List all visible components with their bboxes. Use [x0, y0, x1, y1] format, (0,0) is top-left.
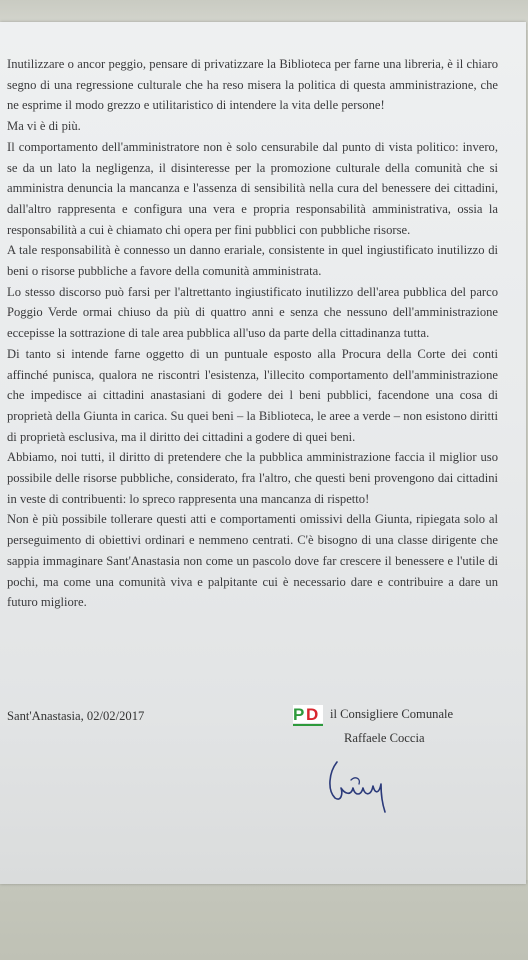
svg-text:D: D: [306, 705, 319, 724]
paragraph-6: Di tanto si intende farne oggetto di un puntuale esposto alla Procura della Corte dei conti affinché punisca, qualora ne riscontri l'esistenza, l'illecito comportamento dell'amministrazione che impedisce ai cittadini anastasiani di godere dei l beni pubblici, facendone una cosa di proprietà della Giunta in carica. Su quei beni – la Biblioteca, le aree a verde – non esistono diritti di proprietà esclusiva, ma il diritto dei cittadini a godere di quei beni.: [7, 346, 498, 444]
place-date: Sant'Anastasia, 02/02/2017: [7, 709, 145, 723]
pd-logo-icon: [293, 705, 323, 727]
signer-name: Raffaele Coccia: [344, 731, 425, 745]
paragraph-8: Non è più possibile tollerare questi atti e comportamenti omissivi della Giunta, ripiegata solo al perseguimento di obiettivi ordinari e nemmeno centrati. C'è bisogno di una classe dirigente che sappia immaginare Sant'Anastasia non come un pascolo dove far crescere il benessere e l'utile di pochi, ma come una comunità viva e palpitante cui è necessario dare e contribuire a dare un futuro migliore.: [7, 512, 498, 610]
paragraph-7: Abbiamo, noi tutti, il diritto di pretendere che la pubblica amministrazione faccia il miglior uso possibile delle risorse pubbliche, considerato, fra l'altro, che questi beni provengono dai cittadini in veste di contribuenti: lo spreco rappresenta una mancanza di rispetto!: [7, 450, 498, 506]
svg-text:P: P: [293, 705, 305, 724]
paragraph-5: Lo stesso discorso può farsi per l'altrettanto ingiustificato inutilizzo dell'area pubblica del parco Poggio Verde ormai chiuso da più di quattro anni e senza che nessuno dell'amministrazione eccepisse la sottrazione di tale area pubblica all'uso da parte della cittadinanza tutta.: [7, 284, 498, 341]
paragraph-4: A tale responsabilità è connesso un danno erariale, consistente in quel ingiustificato inutilizzo di beni o risorse pubbliche a favore della comunità amministrata.: [7, 243, 498, 279]
paragraph-2: Ma vi è di più.: [7, 119, 81, 134]
handwritten-signature-icon: [325, 750, 395, 820]
paragraph-3: Il comportamento dell'amministratore non è solo censurabile dal punto di vista politico: invero, se da un lato la negligenza, il disinteresse per la promozione culturale della comunità che si amministra denuncia la mancanza e l'assenza di sensibilità nella cura del benessere dei cittadini, dall'altro rappresenta e configura una vera e propria responsabilità amministrativa, ossia la responsabilità a cui è chiamato chi opera per fini pubblici con pubbliche risorse.: [7, 139, 498, 237]
signer-role: il Consigliere Comunale: [330, 707, 454, 721]
letter-body: [7, 54, 498, 613]
paragraph-1: Inutilizzare o ancor peggio, pensare di privatizzare la Biblioteca per farne una libreria, è il chiaro segno di una regressione culturale che ha reso misera la politica di questa amministrazione, che ne esprime il modo grezzo e utilitaristico di intendere la vita delle persone!: [7, 57, 498, 113]
background-floor: [0, 880, 528, 960]
